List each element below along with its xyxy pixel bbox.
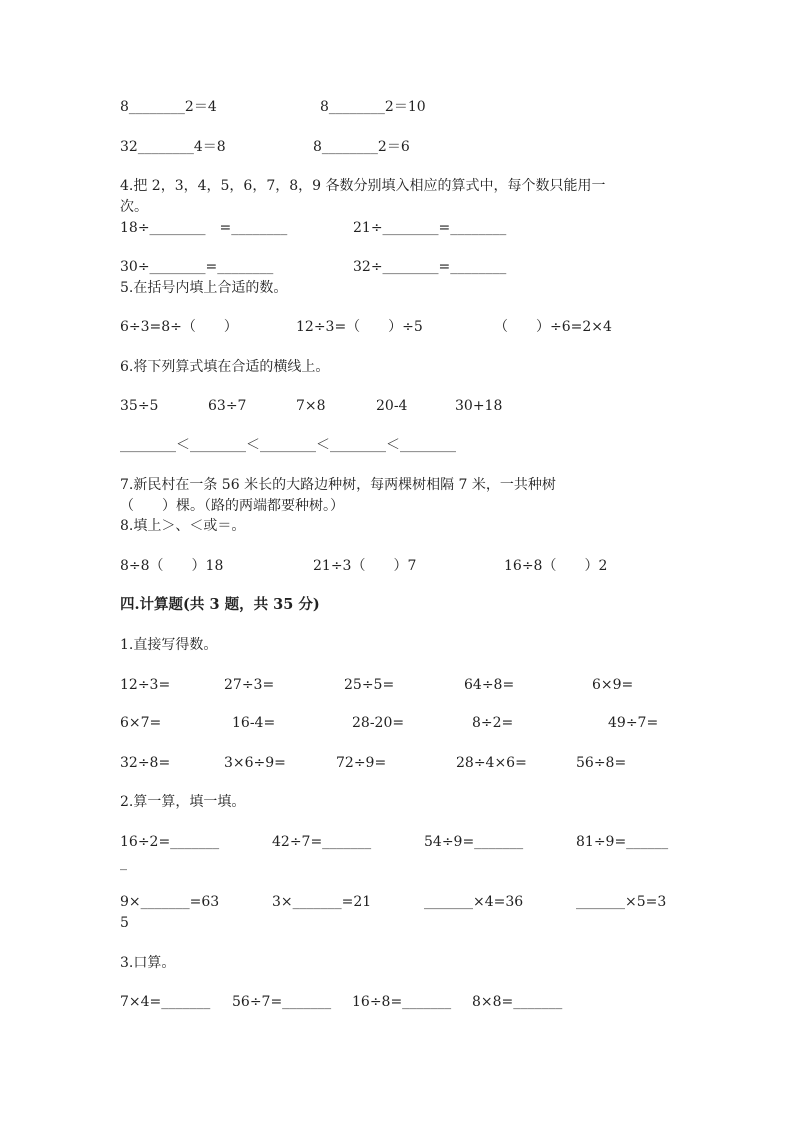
calc2-r1-c3: 54÷9=_______: [424, 834, 524, 850]
q3-row1-item1: 8________2＝4: [120, 99, 217, 115]
q8-item1: 8÷8（ ）18: [120, 558, 224, 574]
q7-line2: （ ）棵。（路的两端都要种树。）: [120, 498, 344, 514]
q8-prompt: 8.填上＞、＜或＝。: [120, 518, 246, 534]
calc2-prompt: 2.算一算，填一填。: [120, 794, 246, 810]
q5-item2: 12÷3=（ ）÷5: [296, 319, 423, 335]
calc2-r1-c4: 81÷9=______: [576, 834, 669, 850]
calc1-r3-c2: 3×6÷9=: [224, 755, 286, 771]
calc1-r2-c1: 6×7=: [120, 715, 162, 731]
calc1-r2-c2: 16-4=: [232, 715, 276, 731]
q6-blanks: ________＜________＜________＜________＜________: [120, 437, 456, 453]
q6-expr1: 35÷5: [120, 398, 159, 414]
calc1-r1-c4: 64÷8=: [464, 677, 515, 693]
calc1-r1-c2: 27÷3=: [224, 677, 275, 693]
q5-item3: （ ）÷6=2×4: [494, 319, 612, 335]
calc1-r3-c3: 72÷9=: [336, 755, 387, 771]
q3-row1-item2: 8________2＝10: [320, 99, 426, 115]
q4-prompt-line2: 次。: [120, 199, 148, 215]
q8-item2: 21÷3（ ）7: [313, 558, 417, 574]
calc1-r1-c5: 6×9=: [592, 677, 634, 693]
q8-item3: 16÷8（ ）2: [504, 558, 608, 574]
q5-item1: 6÷3=8÷（ ）: [120, 319, 238, 335]
calc2-r1-c2: 42÷7=_______: [272, 834, 372, 850]
calc1-r3-c1: 32÷8=: [120, 755, 171, 771]
calc2-r2-wrap: 5: [120, 915, 129, 931]
calc1-r2-c4: 8÷2=: [472, 715, 514, 731]
calc1-r2-c3: 28-20=: [352, 715, 405, 731]
q3-row2-item1: 32________4＝8: [120, 139, 226, 155]
calc3-prompt: 3.口算。: [120, 955, 176, 971]
q6-expr3: 7×8: [296, 398, 326, 414]
calc1-r3-c5: 56÷8=: [576, 755, 627, 771]
calc1-r3-c4: 28÷4×6=: [456, 755, 527, 771]
calc1-prompt: 1.直接写得数。: [120, 637, 218, 653]
q5-prompt: 5.在括号内填上合适的数。: [120, 280, 288, 296]
q4-row2-item1: 30÷________=________: [120, 259, 274, 275]
calc3-item2: 56÷7=_______: [232, 994, 332, 1010]
calc2-r2-c4: _______×5=3: [576, 894, 667, 910]
q6-expr5: 30+18: [455, 398, 503, 414]
calc3-item4: 8×8=_______: [472, 994, 563, 1010]
calc3-item1: 7×4=_______: [120, 994, 211, 1010]
q4-row1-item1: 18÷________ =________: [120, 220, 288, 236]
calc1-r1-c3: 25÷5=: [344, 677, 395, 693]
section4-title: 四.计算题(共 3 题，共 35 分): [120, 596, 320, 613]
q4-row2-item2: 32÷________=________: [353, 259, 507, 275]
calc2-r1-wrap: _: [120, 855, 127, 871]
q7-line1: 7.新民村在一条 56 米长的大路边种树，每两棵树相隔 7 米，一共种树: [120, 477, 556, 493]
calc1-r2-c5: 49÷7=: [608, 715, 659, 731]
calc2-r2-c1: 9×_______=63: [120, 894, 220, 910]
calc1-r1-c1: 12÷3=: [120, 677, 171, 693]
calc2-r1-c1: 16÷2=_______: [120, 834, 220, 850]
q4-prompt-line1: 4.把 2，3，4，5，6，7，8，9 各数分别填入相应的算式中，每个数只能用一: [120, 178, 606, 194]
q6-expr2: 63÷7: [208, 398, 247, 414]
q6-prompt: 6.将下列算式填在合适的横线上。: [120, 359, 330, 375]
calc2-r2-c3: _______×4=36: [424, 894, 524, 910]
q3-row2-item2: 8________2＝6: [313, 139, 410, 155]
q6-expr4: 20-4: [376, 398, 408, 414]
q4-row1-item2: 21÷________=________: [353, 220, 507, 236]
calc3-item3: 16÷8=_______: [352, 994, 452, 1010]
calc2-r2-c2: 3×_______=21: [272, 894, 372, 910]
